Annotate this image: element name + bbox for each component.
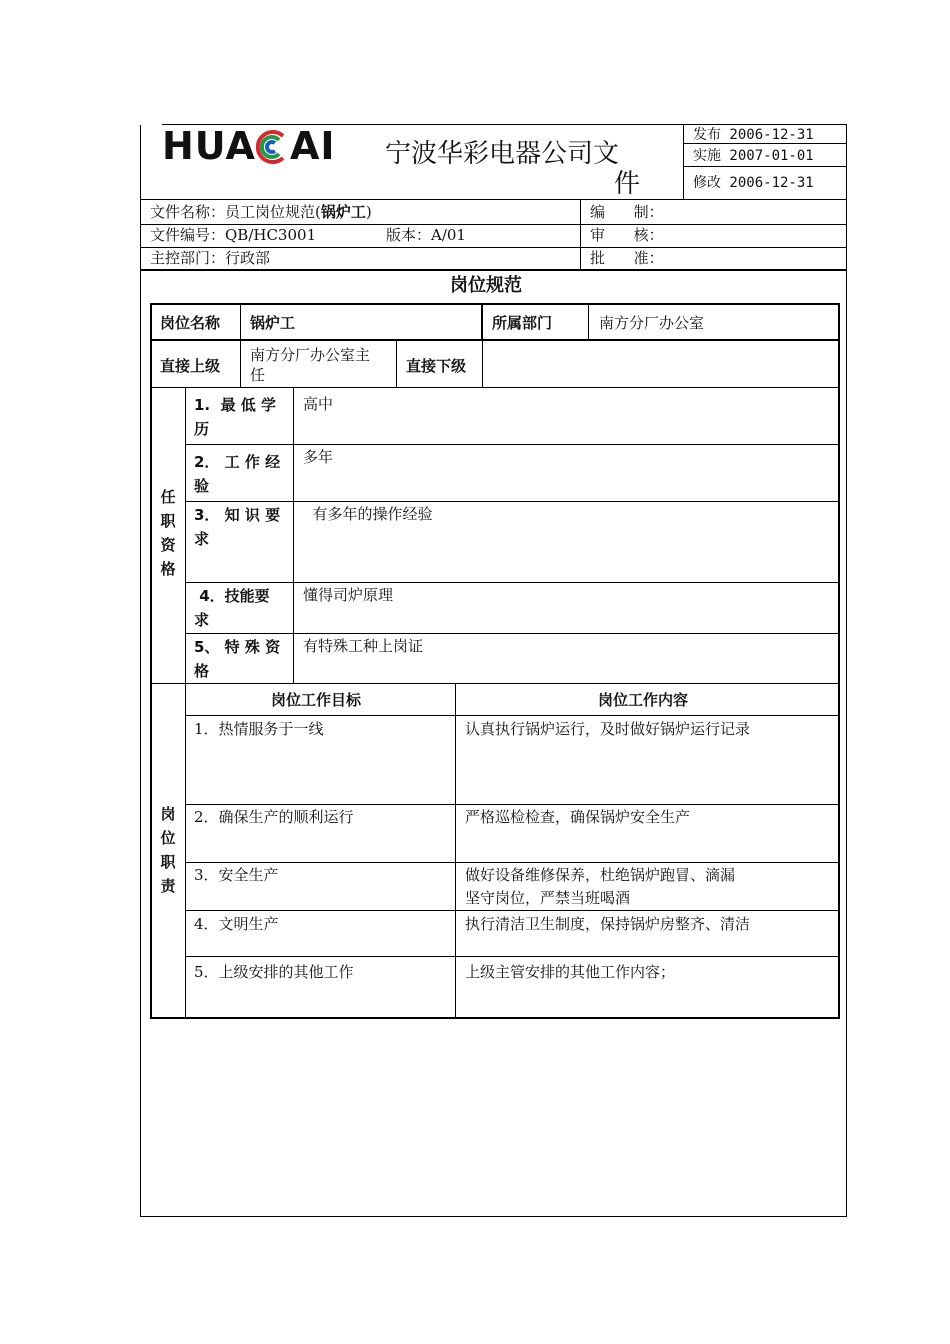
qualification-section-label: 任 职 资 格	[160, 488, 176, 578]
superior-value: 南方分厂办公室主	[250, 346, 371, 364]
qualification-value-experience: 多年	[303, 448, 334, 466]
superior-value-continued: 任	[250, 366, 266, 384]
duty-goal: 3．安全生产	[194, 866, 279, 884]
duty-goal: 2．确保生产的顺利运行	[194, 808, 354, 826]
content-header: 岗位工作内容	[598, 691, 689, 709]
approver: 批 准：	[590, 249, 664, 267]
logo-c-icon	[253, 130, 289, 164]
department-value: 南方分厂办公室	[599, 314, 705, 332]
company-logo	[162, 124, 342, 168]
duty-content: 认真执行锅炉运行，及时做好锅炉运行记录	[465, 720, 751, 738]
version: 版本：A/01	[386, 226, 466, 244]
qualification-label-knowledge: 3． 知 识 要 求	[194, 506, 281, 548]
qualification-value-education: 高中	[303, 395, 334, 413]
revise-date: 修改 2006-12-31	[693, 175, 814, 191]
spec-title: 岗位规范	[450, 275, 522, 296]
post-name-label: 岗位名称	[160, 314, 221, 332]
duty-goal: 4．文明生产	[194, 915, 279, 933]
subordinate-label: 直接下级	[406, 357, 467, 375]
compiler: 编 制：	[590, 203, 664, 221]
logo-text-left: HUA	[162, 124, 256, 168]
qualification-value-knowledge: 有多年的操作经验	[303, 505, 433, 523]
qualification-value-special: 有特殊工种上岗证	[303, 637, 424, 655]
duty-content: 严格巡检检查，确保锅炉安全生产	[465, 808, 691, 826]
logo-text-right: AI	[290, 124, 336, 168]
superior-label: 直接上级	[160, 357, 221, 375]
file-name: 文件名称：员工岗位规范(锅炉工)	[150, 203, 372, 221]
post-name-value: 锅炉工	[250, 314, 296, 332]
qualification-label-special: 5、 特 殊 资 格	[194, 638, 281, 680]
qualification-label-experience: 2． 工 作 经 验	[194, 453, 281, 495]
duty-content: 执行清洁卫生制度，保持锅炉房整齐、清洁	[465, 915, 751, 933]
duty-content: 上级主管安排的其他工作内容；	[465, 963, 676, 981]
goal-header: 岗位工作目标	[271, 691, 362, 709]
company-title-continued: 件	[614, 169, 641, 199]
duty-section-label: 岗 位 职 责	[160, 805, 176, 895]
qualification-value-skill: 懂得司炉原理	[303, 586, 394, 604]
publish-date: 发布 2006-12-31	[693, 127, 814, 143]
qualification-label-skill: 4．技能要 求	[194, 587, 270, 629]
department-label: 所属部门	[492, 314, 553, 332]
qualification-label-education: 1. 最 低 学 历	[194, 396, 277, 438]
duty-content: 做好设备维修保养，杜绝锅炉跑冒、滴漏	[465, 866, 736, 884]
duty-goal: 5．上级安排的其他工作	[194, 963, 354, 981]
implement-date: 实施 2007-01-01	[693, 148, 814, 164]
duty-content-continued: 坚守岗位，严禁当班喝酒	[465, 889, 631, 907]
file-number: 文件编号：QB/HC3001	[150, 226, 317, 244]
reviewer: 审 核：	[590, 226, 664, 244]
duty-goal: 1．热情服务于一线	[194, 720, 324, 738]
company-title: 宁波华彩电器公司文	[385, 139, 620, 169]
control-department: 主控部门：行政部	[150, 249, 271, 267]
